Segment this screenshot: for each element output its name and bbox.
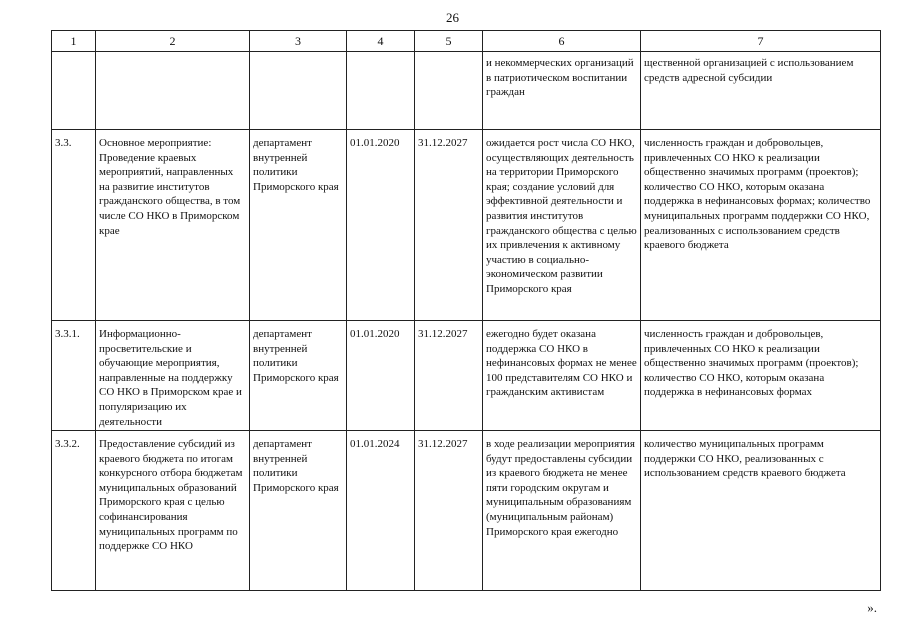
start-date-cell: 01.01.2024 [347,431,415,591]
column-number-cell: 1 [52,31,96,52]
executor-cell [250,52,347,130]
indicators-cell: щественной организацией с использованием средств адресной субсидии [641,52,881,130]
end-date-cell [415,52,483,130]
code-cell: 3.3.2. [52,431,96,591]
column-number-cell: 3 [250,31,347,52]
expected-result-cell: ежегодно будет оказана поддержка СО НКО в нефинансовых формах не менее 100 представителям СО НКО и гражданским активистам [483,321,641,431]
expected-result-cell: в ходе реализации мероприятия будут предоставлены субсидии из краевого бюджета не менее пяти городским округам и муниципальным образованиям (муниципальным районам) Приморского края ежегодно [483,431,641,591]
start-date-cell: 01.01.2020 [347,130,415,321]
end-date-cell: 31.12.2027 [415,321,483,431]
expected-result-cell: ожидается рост числа СО НКО, осуществляющих деятельность на территории Приморского края; создание условий для эффективной деятельности и развития институтов гражданского общества с целью их привлечения к активному участию в социально-экономическом развитии Приморского края [483,130,641,321]
start-date-cell: 01.01.2020 [347,321,415,431]
measure-name-cell: Основное мероприятие: Проведение краевых мероприятий, направленных на развитие институтов гражданского общества, в том числе СО НКО в Приморском крае [96,130,250,321]
start-date-cell [347,52,415,130]
executor-cell: департамент внутренней политики Приморского края [250,130,347,321]
indicators-cell: численность граждан и добровольцев, привлеченных СО НКО к реализации общественно значимых программ (проектов); количество СО НКО, которым оказана поддержка в нефинансовых формах [641,321,881,431]
column-number-cell: 2 [96,31,250,52]
column-number-cell: 4 [347,31,415,52]
table-row-3-3-2 [52,431,881,591]
measure-name-cell: Информационно-просветительские и обучающие мероприятия, направленные на поддержку СО НКО в Приморском крае и популяризацию их деятельности [96,321,250,431]
table-row-3-3 [52,130,881,321]
executor-cell: департамент внутренней политики Приморского края [250,431,347,591]
measure-name-cell: Предоставление субсидий из краевого бюджета по итогам конкурсного отбора бюджетам муниципальных образований Приморского края с целью софинансирования муниципальных программ по поддержке СО НКО [96,431,250,591]
measures-table [51,30,881,591]
page-number: 26 [446,10,459,25]
expected-result-cell: и некоммерческих организаций в патриотическом воспитании граждан [483,52,641,130]
code-cell [52,52,96,130]
closing-quote-mark: ». [867,600,877,615]
column-number-cell: 5 [415,31,483,52]
executor-cell: департамент внутренней политики Приморского края [250,321,347,431]
column-number-cell: 7 [641,31,881,52]
end-date-cell: 31.12.2027 [415,431,483,591]
code-cell: 3.3. [52,130,96,321]
end-date-cell: 31.12.2027 [415,130,483,321]
column-number-row [52,31,881,52]
table-row-3-3-1 [52,321,881,431]
indicators-cell: количество муниципальных программ поддержки СО НКО, реализованных с использованием средств краевого бюджета [641,431,881,591]
column-number-cell: 6 [483,31,641,52]
table-row-continuation [52,52,881,130]
indicators-cell: численность граждан и добровольцев, привлеченных СО НКО к реализации общественно значимых программ (проектов); количество СО НКО, которым оказана поддержка в нефинансовых формах; количество муниципальных программ поддержки СО НКО, реализованных с использованием средств краевого бюджета [641,130,881,321]
measure-name-cell [96,52,250,130]
code-cell: 3.3.1. [52,321,96,431]
